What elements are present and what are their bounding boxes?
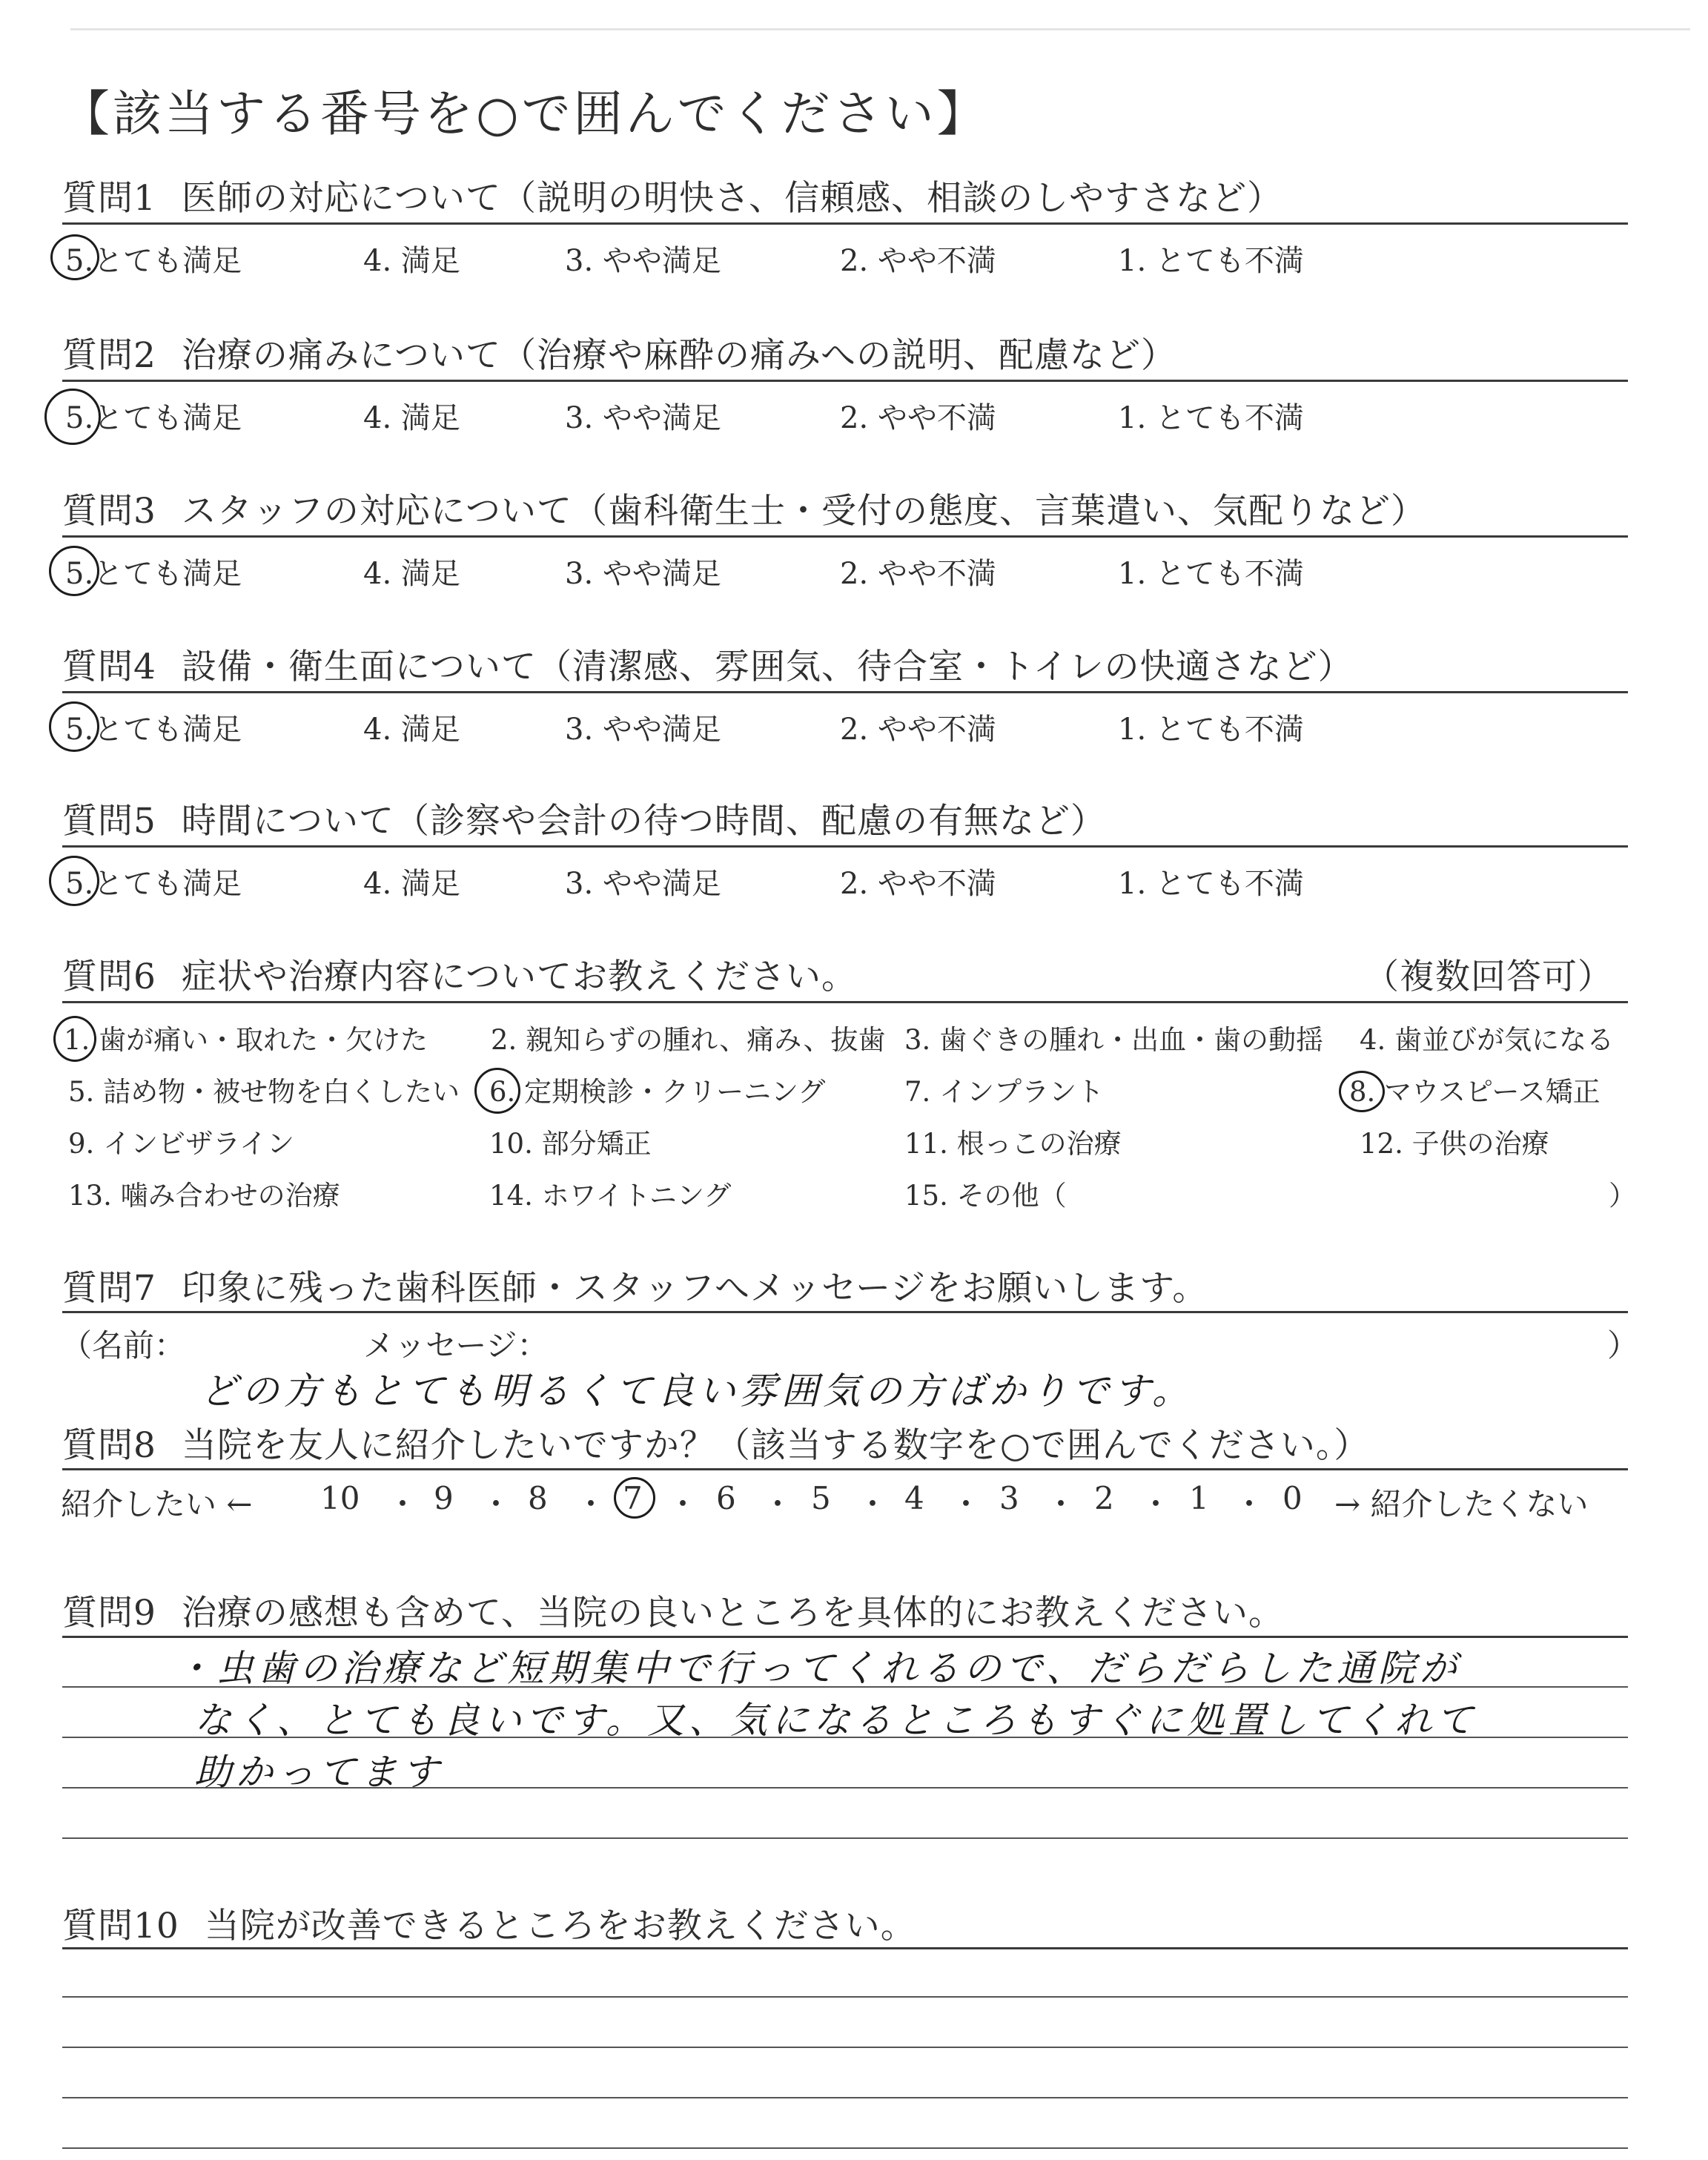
recommend-right-label: → 紹介したくない	[1334, 1486, 1589, 1522]
scale-1[interactable]: 1	[1189, 1480, 1209, 1516]
q3-option-4[interactable]: 4. 満足	[363, 557, 460, 591]
question-text: 時間について（診察や会計の待つ時間、配慮の有無など）	[181, 801, 1106, 842]
q4-option-2[interactable]: 2. やや不満	[840, 713, 996, 747]
symptom-item-10[interactable]: 10. 部分矯正	[489, 1128, 652, 1160]
question-number: 質問2	[62, 335, 156, 376]
question-text: 当院が改善できるところをお教えください。	[204, 1906, 916, 1946]
q4-option-5[interactable]: 5.とても満足	[65, 713, 242, 747]
answer-line-5	[62, 2147, 1628, 2149]
symptom-item-13[interactable]: 13. 噛み合わせの治療	[68, 1180, 340, 1212]
scale-9[interactable]: 9	[434, 1480, 454, 1516]
q5-option-1[interactable]: 1. とても不満	[1118, 867, 1304, 901]
q2-option-4[interactable]: 4. 満足	[363, 401, 460, 435]
q4-option-4[interactable]: 4. 満足	[363, 713, 460, 747]
scale-dot: ・	[1045, 1486, 1077, 1522]
scale-3[interactable]: 3	[999, 1480, 1019, 1516]
question-number: 質問10	[62, 1906, 179, 1946]
scale-dot: ・	[667, 1486, 699, 1522]
selection-circle	[49, 856, 99, 906]
symptom-item-5[interactable]: 5. 詰め物・被せ物を白くしたい	[68, 1076, 460, 1108]
symptom-item-11[interactable]: 11. 根っこの治療	[904, 1128, 1122, 1160]
q4-option-1[interactable]: 1. とても不満	[1118, 713, 1304, 747]
q4-option-3[interactable]: 3. やや満足	[565, 713, 721, 747]
top-border	[70, 28, 1690, 30]
scale-dot: ・	[387, 1486, 419, 1522]
handwritten-message: どの方もとても明るくて良い雰囲気の方ばかりです。	[200, 1370, 1194, 1413]
question-5-rule	[62, 845, 1628, 848]
scale-4[interactable]: 4	[904, 1480, 924, 1516]
q1-option-4[interactable]: 4. 満足	[363, 244, 460, 278]
scale-dot: ・	[575, 1486, 607, 1522]
q3-option-2[interactable]: 2. やや不満	[840, 557, 996, 591]
question-text: スタッフの対応について（歯科衛生士・受付の態度、言葉遣い、気配りなど）	[181, 491, 1426, 532]
selection-circle	[49, 701, 99, 752]
question-6	[62, 949, 857, 999]
question-text: 治療の感想も含めて、当院の良いところを具体的にお教えください。	[181, 1593, 1284, 1634]
message-label: メッセージ：	[363, 1327, 549, 1364]
question-1-rule	[62, 222, 1628, 225]
answer-line-5	[62, 1837, 1628, 1839]
answer-line-2	[62, 1996, 1628, 1998]
q2-option-1[interactable]: 1. とても不満	[1118, 401, 1304, 435]
symptom-item-4[interactable]: 4. 歯並びが気になる	[1360, 1024, 1615, 1056]
scale-2[interactable]: 2	[1094, 1480, 1114, 1516]
answer-line-1	[62, 1636, 1628, 1638]
symptom-item-14[interactable]: 14. ホワイトニング	[489, 1180, 732, 1212]
q3-option-5[interactable]: 5.とても満足	[65, 557, 242, 591]
scale-8[interactable]: 8	[528, 1480, 548, 1516]
selection-circle	[474, 1068, 520, 1114]
q5-option-5[interactable]: 5.とても満足	[65, 867, 242, 901]
symptom-item-12[interactable]: 12. 子供の治療	[1360, 1128, 1549, 1160]
question-10	[62, 1898, 916, 1948]
question-number: 質問1	[62, 178, 156, 219]
q1-option-3[interactable]: 3. やや満足	[565, 244, 721, 278]
multiple-answer-note: （複数回答可）	[1364, 957, 1613, 997]
q2-option-3[interactable]: 3. やや満足	[565, 401, 721, 435]
selection-circle	[53, 1016, 96, 1062]
symptom-item-9[interactable]: 9. インビザライン	[68, 1128, 294, 1160]
question-text: 医師の対応について（説明の明快さ、信頼感、相談のしやすさなど）	[181, 178, 1283, 219]
handwritten-answer-line-3: 助かってます	[194, 1751, 443, 1794]
question-4-rule	[62, 691, 1628, 693]
question-3	[62, 483, 1426, 533]
recommend-left-label: 紹介したい ←	[61, 1486, 253, 1522]
scale-dot: ・	[762, 1486, 794, 1522]
q5-option-4[interactable]: 4. 満足	[363, 867, 460, 901]
question-7	[62, 1261, 1208, 1310]
question-2	[62, 328, 1176, 377]
question-8	[62, 1418, 1369, 1467]
selection-circle	[49, 546, 99, 596]
scale-10[interactable]: 10	[320, 1480, 360, 1516]
question-number: 質問4	[62, 647, 156, 687]
q3-option-3[interactable]: 3. やや満足	[565, 557, 721, 591]
question-number: 質問5	[62, 801, 156, 842]
selection-circle	[50, 234, 99, 280]
scale-0[interactable]: 0	[1282, 1480, 1302, 1516]
symptom-item-2[interactable]: 2. 親知らずの腫れ、痛み、抜歯	[491, 1024, 886, 1056]
question-6-rule	[62, 1001, 1628, 1003]
q5-option-3[interactable]: 3. やや満足	[565, 867, 721, 901]
q5-option-2[interactable]: 2. やや不満	[840, 867, 996, 901]
q2-option-5[interactable]: 5.とても満足	[65, 401, 242, 435]
handwritten-answer-line-1: ・虫歯の治療など短期集中で行ってくれるので、だらだらした通院が	[175, 1647, 1461, 1690]
message-close-paren: ）	[1607, 1327, 1639, 1364]
question-1	[62, 171, 1282, 220]
symptom-item-6[interactable]: 6. 定期検診・クリーニング	[489, 1076, 826, 1108]
question-text: 当院を友人に紹介したいですか？（該当する数字を○で囲んでください。）	[181, 1425, 1370, 1466]
answer-line-4	[62, 2097, 1628, 2098]
answer-line-1	[62, 1947, 1628, 1949]
question-9	[62, 1585, 1284, 1635]
question-5	[62, 793, 1106, 843]
selection-circle	[614, 1477, 655, 1519]
q1-option-2[interactable]: 2. やや不満	[840, 244, 996, 278]
question-8-rule	[62, 1468, 1628, 1470]
scale-dot: ・	[857, 1486, 889, 1522]
question-text: 症状や治療内容についてお教えください。	[181, 957, 857, 997]
name-label: （名前：	[61, 1327, 186, 1364]
question-text: 治療の痛みについて（治療や麻酔の痛みへの説明、配慮など）	[181, 335, 1177, 376]
question-4	[62, 639, 1354, 689]
symptom-item-1[interactable]: 1. 歯が痛い・取れた・欠けた	[64, 1024, 428, 1056]
question-3-rule	[62, 535, 1628, 538]
other-close-paren: ）	[1609, 1180, 1636, 1212]
q2-option-2[interactable]: 2. やや不満	[840, 401, 996, 435]
q3-option-1[interactable]: 1. とても不満	[1118, 557, 1304, 591]
scale-dot: ・	[1234, 1486, 1265, 1522]
question-number: 質問9	[62, 1593, 156, 1634]
question-text: 設備・衛生面について（清潔感、雰囲気、待合室・トイレの快適さなど）	[181, 647, 1354, 687]
scale-dot: ・	[1140, 1486, 1172, 1522]
scale-dot: ・	[480, 1486, 512, 1522]
selection-circle	[44, 389, 101, 445]
selection-circle	[1339, 1071, 1385, 1112]
question-text: 印象に残った歯科医師・スタッフへメッセージをお願いします。	[181, 1268, 1208, 1309]
question-number: 質問8	[62, 1425, 156, 1466]
question-2-rule	[62, 380, 1628, 382]
scale-7[interactable]: 7	[623, 1480, 643, 1516]
form-heading: 【該当する番号を○で囲んでください】	[61, 85, 989, 142]
symptom-item-3[interactable]: 3. 歯ぐきの腫れ・出血・歯の動揺	[904, 1024, 1324, 1056]
question-number: 質問7	[62, 1268, 156, 1309]
question-number: 質問3	[62, 491, 156, 532]
scale-5[interactable]: 5	[811, 1480, 831, 1516]
question-7-rule	[62, 1311, 1628, 1313]
q1-option-1[interactable]: 1. とても不満	[1118, 244, 1304, 278]
symptom-item-15[interactable]: 15. その他（	[904, 1180, 1067, 1212]
answer-line-3	[62, 2047, 1628, 2048]
symptom-item-7[interactable]: 7. インプラント	[904, 1076, 1105, 1108]
question-number: 質問6	[62, 957, 156, 997]
scale-6[interactable]: 6	[716, 1480, 736, 1516]
scale-dot: ・	[950, 1486, 982, 1522]
q1-option-5[interactable]: 5.とても満足	[65, 244, 242, 278]
handwritten-answer-line-2: なく、とても良いです。又、気になるところもすぐに処置してくれて	[194, 1699, 1477, 1742]
symptom-item-8[interactable]: 8. マウスピース矯正	[1349, 1076, 1601, 1108]
